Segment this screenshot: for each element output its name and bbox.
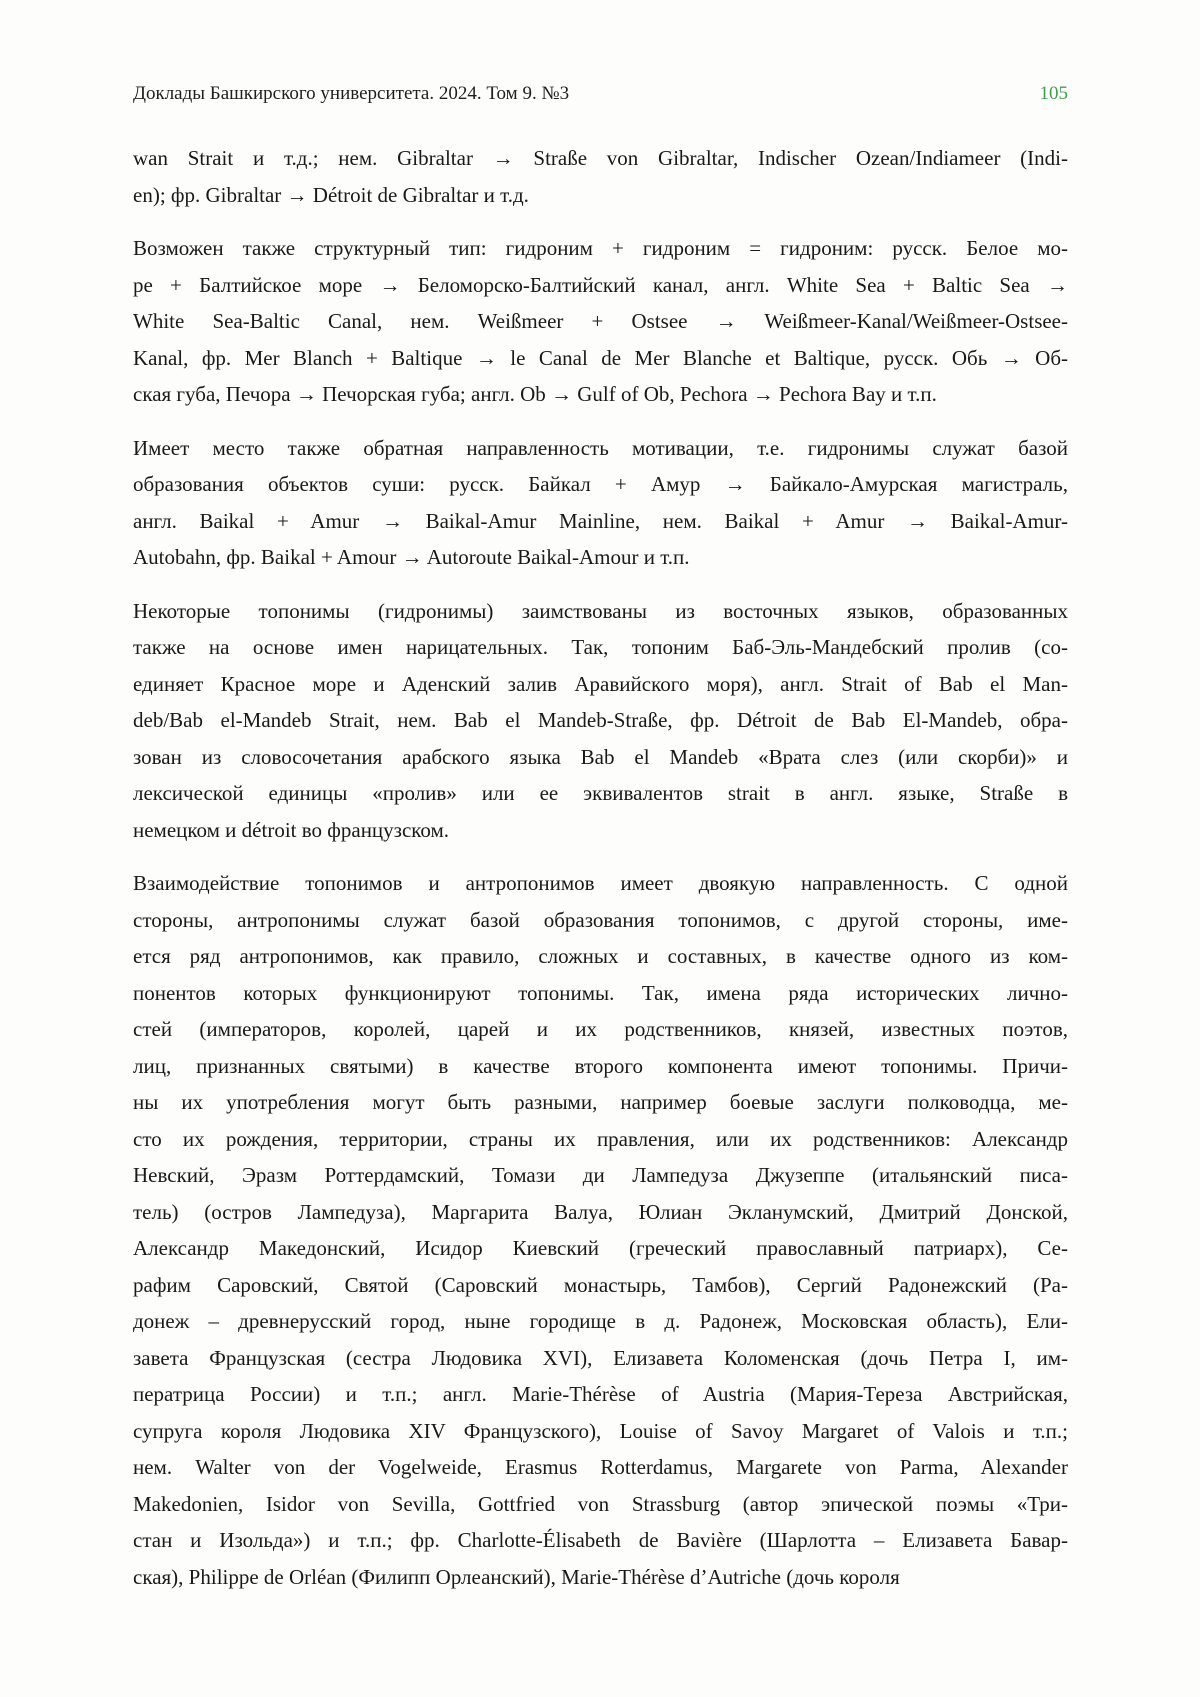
- text-line: Kanal, фр. Mer Blanch + Baltique → le Canal de Mer Blanche et Baltique, русск. Обь → Об-: [133, 345, 1068, 370]
- text-line: также на основе имен нарицательных. Так, топоним Баб-Эль-Мандебский пролив (со-: [133, 635, 1068, 659]
- text-line: лиц, признанных святыми) в качестве второго компонента имеют топонимы. Причи-: [133, 1053, 1068, 1078]
- text-line: Makedonien, Isidor von Sevilla, Gottfried von Strassburg (автор эпической поэмы «Три-: [133, 1491, 1068, 1516]
- text-line: лексической единицы «пролив» или ее эквивалентов strait в англ. языке, Straße в: [133, 781, 1068, 805]
- text-line: англ. Baikal + Amur → Baikal-Amur Mainline, нем. Baikal + Amur → Baikal-Amur-: [133, 508, 1068, 533]
- text-content: [133, 140, 1068, 1595]
- text-line: единяет Красное море и Аденский залив Аравийского моря), англ. Strait of Bab el Man-: [133, 671, 1068, 696]
- text-line: немецком и détroit во французском.: [133, 817, 450, 842]
- paragraph: [133, 140, 1068, 213]
- text-line: ская), Philippe de Orléan (Филипп Орлеанский), Marie-Thérèse d’Autriche (дочь короля: [133, 1564, 900, 1589]
- page-number: 105: [1039, 83, 1068, 104]
- text-line: донеж – древнерусский город, ныне городище в д. Радонеж, Московская область), Ели-: [133, 1309, 1068, 1333]
- text-line: ре + Балтийское море → Беломорско-Балтийский канал, англ. White Sea + Baltic Sea →: [133, 272, 1068, 297]
- text-line: White Sea-Baltic Canal, нем. Weißmeer + Ostsee → Weißmeer-Kanal/Weißmeer-Ostsee-: [133, 309, 1068, 333]
- text-line: супруга короля Людовика XIV Французского), Louise of Savoy Margaret of Valois и т.п.;: [133, 1418, 1068, 1443]
- paragraph: [133, 230, 1068, 413]
- text-line: рафим Саровский, Святой (Саровский монастырь, Тамбов), Сергий Радонежский (Ра-: [133, 1272, 1068, 1297]
- journal-title: Доклады Башкирского университета. 2024. Том 9. №3: [133, 83, 570, 104]
- text-line: понентов которых функционируют топонимы. Так, имена ряда исторических лично-: [133, 980, 1068, 1005]
- text-line: стей (императоров, королей, царей и их родственников, князей, известных поэтов,: [133, 1017, 1068, 1041]
- paragraph: [133, 865, 1068, 1595]
- text-line: стороны, антропонимы служат базой образования топонимов, с другой стороны, име-: [133, 907, 1068, 932]
- text-line: Невский, Эразм Роттердамский, Томази ди Лампедуза Джузеппе (итальянский писа-: [133, 1163, 1068, 1187]
- text-line: Имеет место также обратная направленность мотивации, т.е. гидронимы служат базой: [133, 435, 1068, 460]
- text-line: Взаимодействие топонимов и антропонимов имеет двоякую направленность. С одной: [133, 871, 1068, 895]
- text-line: Возможен также структурный тип: гидроним + гидроним = гидроним: русск. Белое мо-: [133, 236, 1068, 260]
- paragraph: [133, 593, 1068, 849]
- text-line: ется ряд антропонимов, как правило, сложных и составных, в качестве одного из ком-: [133, 944, 1068, 968]
- text-line: Александр Македонский, Исидор Киевский (греческий православный патриарх), Се-: [133, 1236, 1068, 1260]
- text-line: wan Strait и т.д.; нем. Gibraltar → Straße von Gibraltar, Indischer Ozean/Indiameer (Indi-: [133, 146, 1068, 170]
- text-line: Некоторые топонимы (гидронимы) заимствованы из восточных языков, образованных: [133, 598, 1068, 623]
- text-line: тель) (остров Лампедуза), Маргарита Валуа, Юлиан Экланумский, Дмитрий Донской,: [133, 1199, 1068, 1224]
- text-line: зован из словосочетания арабского языка Bab el Mandeb «Врата слез (или скорби)» и: [133, 744, 1068, 769]
- text-line: deb/Bab el-Mandeb Strait, нем. Bab el Mandeb-Straße, фр. Détroit de Bab El-Mandeb, обра-: [133, 708, 1068, 732]
- text-line: завета Французская (сестра Людовика XVI), Елизавета Коломенская (дочь Петра I, им-: [133, 1345, 1068, 1370]
- text-line: стан и Изольда») и т.п.; фр. Charlotte-Élisabeth de Bavière (Шарлотта – Елизавета Бавар-: [133, 1528, 1068, 1552]
- paragraph: [133, 430, 1068, 576]
- text-line: ская губа, Печора → Печорская губа; англ. Ob → Gulf of Ob, Pechora → Pechora Bay и т.п.: [133, 382, 937, 406]
- text-line: en); фр. Gibraltar → Détroit de Gibraltar и т.д.: [133, 182, 529, 207]
- text-line: ператрица России) и т.п.; англ. Marie-Thérèse of Austria (Мария-Тереза Австрийская,: [133, 1382, 1068, 1406]
- page-header: [133, 82, 1068, 106]
- text-line: нем. Walter von der Vogelweide, Erasmus Rotterdamus, Margarete von Parma, Alexander: [133, 1455, 1068, 1479]
- text-line: образования объектов суши: русск. Байкал + Амур → Байкало-Амурская магистраль,: [133, 472, 1068, 496]
- text-line: Autobahn, фр. Baikal + Amour → Autoroute Baikal-Amour и т.п.: [133, 545, 690, 569]
- text-line: ны их употребления могут быть разными, например боевые заслуги полководца, ме-: [133, 1090, 1068, 1114]
- text-line: сто их рождения, территории, страны их правления, или их родственников: Александр: [133, 1126, 1068, 1151]
